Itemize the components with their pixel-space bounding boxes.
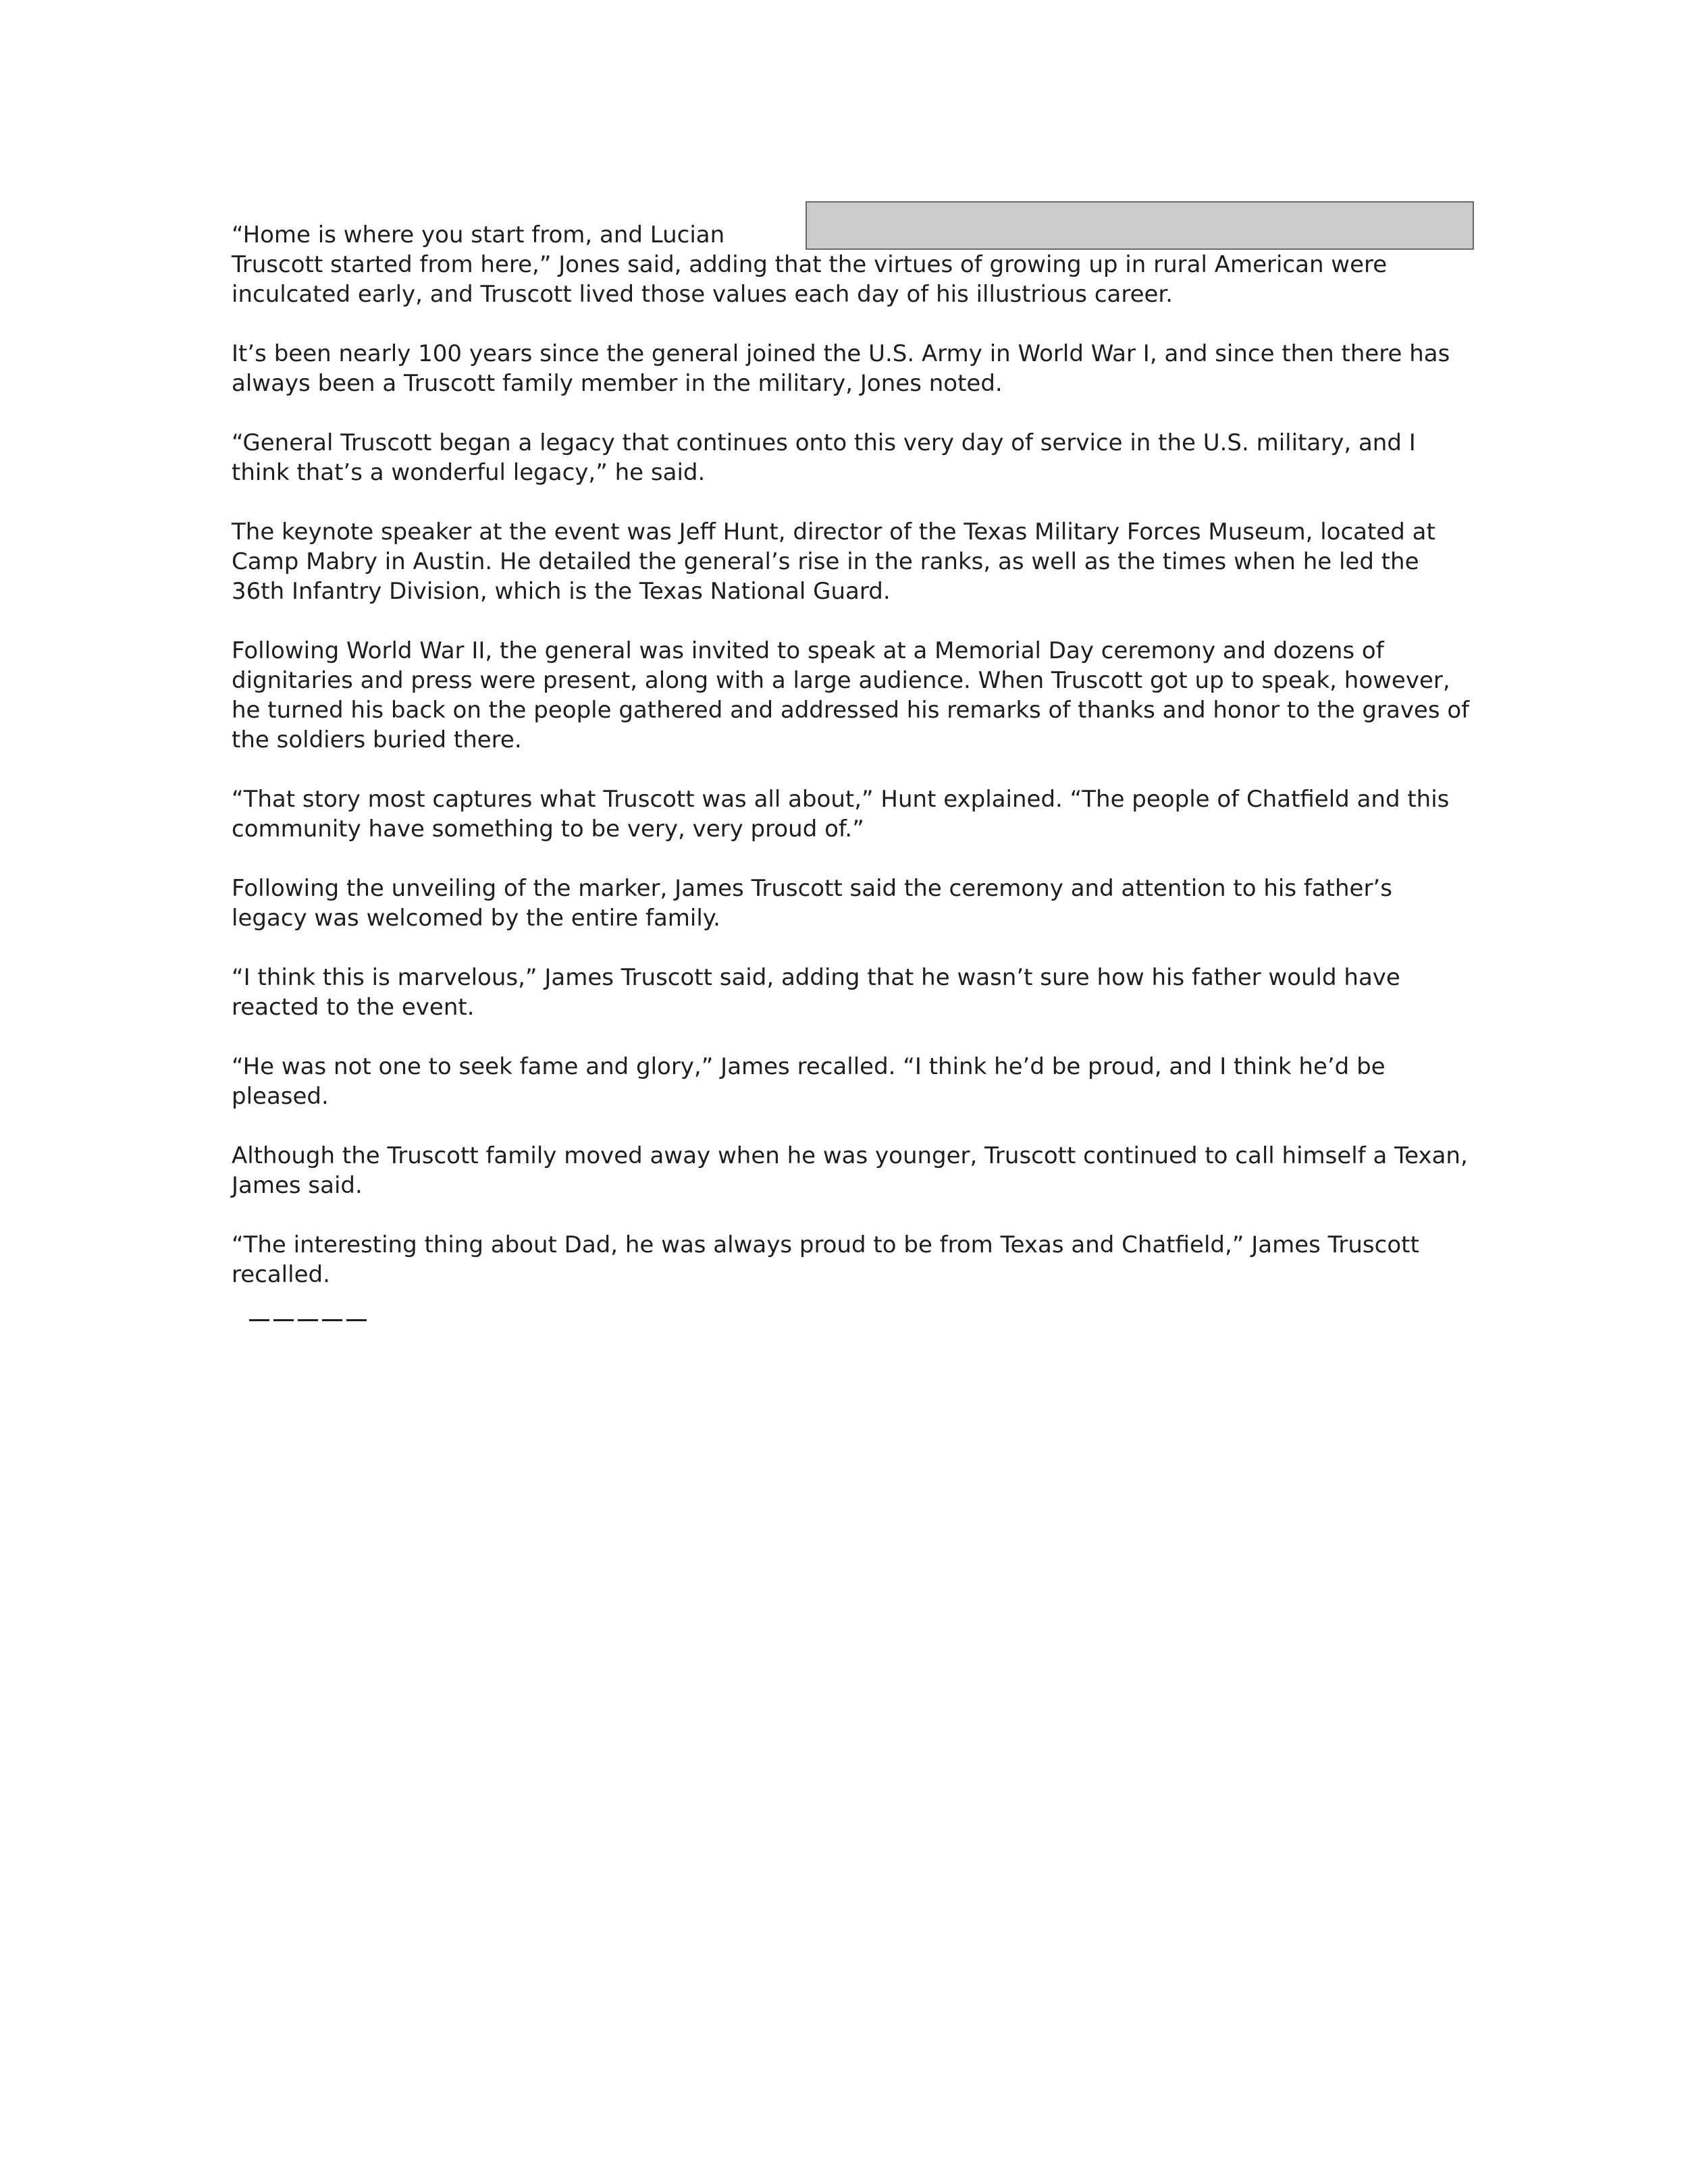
article-body (232, 220, 1474, 1321)
paragraph-7: Following the unveiling of the marker, James Truscott said the ceremony and attention to his father’s legacy was welcomed by the entire family. (232, 875, 1392, 932)
paragraph-4: The keynote speaker at the event was Jeff Hunt, director of the Texas Military Forces Museum, located at Camp Mabry in Austin. He detailed the general’s rise in the ranks, as well as the times when he led the 36th Infantry Division, which is the Texas National Guard. (232, 518, 1435, 605)
paragraph-6: “That story most captures what Truscott was all about,” Hunt explained. “The people of Chatfield and this community have something to be very, very proud of.” (232, 786, 1450, 843)
end-dash-rule (249, 1319, 368, 1321)
paragraph-2: It’s been nearly 100 years since the general joined the U.S. Army in World War I, and since then there has always been a Truscott family member in the military, Jones noted. (232, 340, 1450, 397)
paragraph-1: “Home is where you start from, and Lucian Truscott started from here,” Jones said, adding that the virtues of growing up in rural American were inculcated early, and Truscott lived those values each day of his illustrious career. (232, 221, 1388, 308)
paragraph-11: “The interesting thing about Dad, he was always proud to be from Texas and Chatfield,” James Truscott recalled. (232, 1231, 1419, 1288)
paragraph-10: Although the Truscott family moved away when he was younger, Truscott continued to call himself a Texan, James said. (232, 1142, 1468, 1199)
paragraph-9: “He was not one to seek fame and glory,” James recalled. “I think he’d be proud, and I think he’d be pleased. (232, 1053, 1386, 1110)
paragraph-5: Following World War II, the general was invited to speak at a Memorial Day ceremony and dozens of dignitaries and press were present, along with a large audience. When Truscott got up to speak, however, he turned his back on the people gathered and addressed his remarks of thanks and honor to the graves of the soldiers buried there. (232, 637, 1470, 753)
gray-placeholder-box (806, 201, 1474, 250)
paragraph-3: “General Truscott began a legacy that continues onto this very day of service in the U.S. military, and I think that’s a wonderful legacy,” he said. (232, 429, 1416, 486)
paragraph-8: “I think this is marvelous,” James Truscott said, adding that he wasn’t sure how his father would have reacted to the event. (232, 964, 1400, 1021)
